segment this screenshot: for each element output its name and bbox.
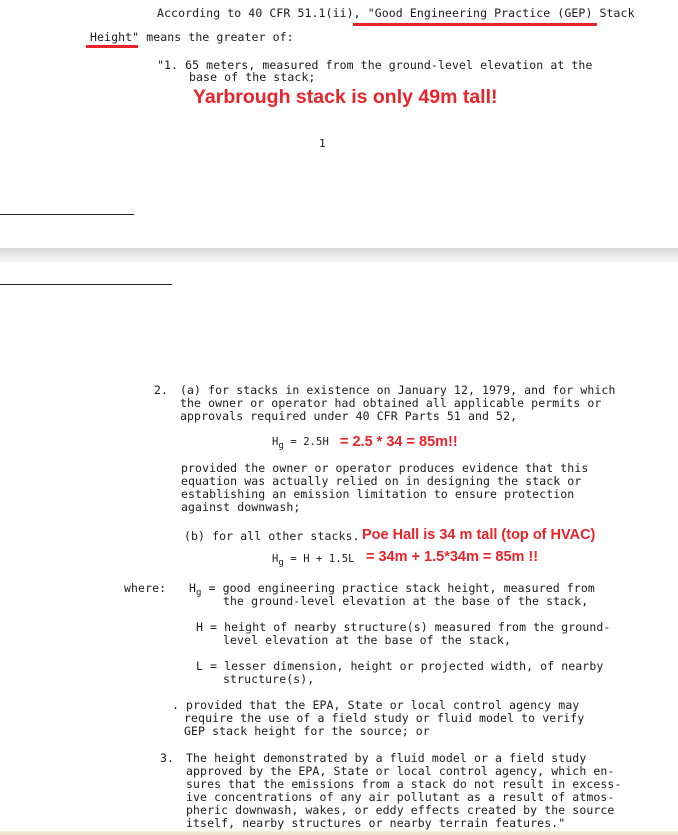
item2-number: 2. — [154, 383, 169, 397]
item3-line-2: approved by the EPA, State or local control agency, which en- — [186, 764, 615, 778]
item2a-line-1: (a) for stacks in existence on January 12, 1979, and for which — [180, 383, 616, 397]
red-underline-height — [86, 45, 138, 48]
item3-line-6: itself, nearby structures or nearby terrain features." — [186, 816, 566, 830]
def-l-line-2: structure(s), — [223, 672, 315, 686]
red-underline-gep — [353, 23, 597, 26]
intro-line-2 — [90, 30, 294, 44]
def-l-line-1: L = lesser dimension, height or projected width, of nearby — [196, 659, 604, 673]
item1-line-1: "1. 65 meters, measured from the ground-level elevation at the — [157, 58, 593, 72]
item2a-line-2: the owner or operator had obtained all applicable permits or — [180, 396, 602, 410]
item3-line-4: ive concentrations of any air pollutant as a result of atmos- — [186, 790, 615, 804]
footnote-rule-2 — [0, 284, 172, 285]
page-number: 1 — [319, 137, 326, 150]
intro-line-1: According to 40 CFR 51.1(ii), "Good Engineering Practice (GEP) Stack — [157, 6, 635, 20]
item1-line-2: base of the stack; — [189, 70, 316, 84]
equation-2: Hg = H + 1.5L — [272, 553, 355, 568]
item2a-line-3: approvals required under 40 CFR Parts 51 and 52, — [180, 409, 518, 423]
annotation-eq1: = 2.5 * 34 = 85m!! — [340, 434, 458, 450]
gep-height-term: Height" — [90, 30, 140, 44]
means-greater-text: means the greater of: — [139, 30, 294, 44]
annotation-eq2: = 34m + 1.5*34m = 85m !! — [366, 549, 539, 565]
provided2-line-1: . provided that the EPA, State or local control agency may — [172, 698, 580, 712]
item3-line-5: pheric downwash, wakes, or eddy effects created by the source — [186, 803, 615, 817]
page-bottom-edge — [0, 831, 678, 835]
footnote-rule-1 — [0, 214, 134, 215]
def-hg-line-1: $H_g$ = good engineering practice stack height, measured from — [189, 581, 595, 598]
item3-line-1: The height demonstrated by a fluid model or a field study — [186, 751, 587, 765]
annotation-yarbrough: Yarbrough stack is only 49m tall! — [193, 86, 498, 108]
page-break-gap — [0, 248, 678, 262]
annotation-poe-hall: Poe Hall is 34 m tall (top of HVAC) — [362, 527, 596, 543]
provided-line-3: establishing an emission limitation to ensure protection — [181, 487, 575, 501]
where-label: where: — [124, 581, 167, 595]
provided-line-1: provided the owner or operator produces evidence that this — [181, 461, 589, 475]
item2b: (b) for all other stacks. — [184, 529, 360, 543]
provided2-line-2: require the use of a field study or fluid model to verify — [184, 711, 585, 725]
provided-line-2: equation was actually relied on in designing the stack or — [181, 474, 582, 488]
def-hg-line-2: the ground-level elevation at the base of the stack, — [223, 594, 589, 608]
item3-line-3: sures that the emissions from a stack do not result in excess- — [186, 777, 622, 791]
def-h-line-1: H = height of nearby structure(s) measured from the ground- — [196, 620, 611, 634]
def-h-line-2: level elevation at the base of the stack, — [223, 633, 511, 647]
equation-1: Hg = 2.5H — [272, 436, 329, 451]
provided2-line-3: GEP stack height for the source; or — [184, 724, 430, 738]
provided-line-4: against downwash; — [181, 500, 301, 514]
item3-number: 3. — [160, 751, 175, 765]
